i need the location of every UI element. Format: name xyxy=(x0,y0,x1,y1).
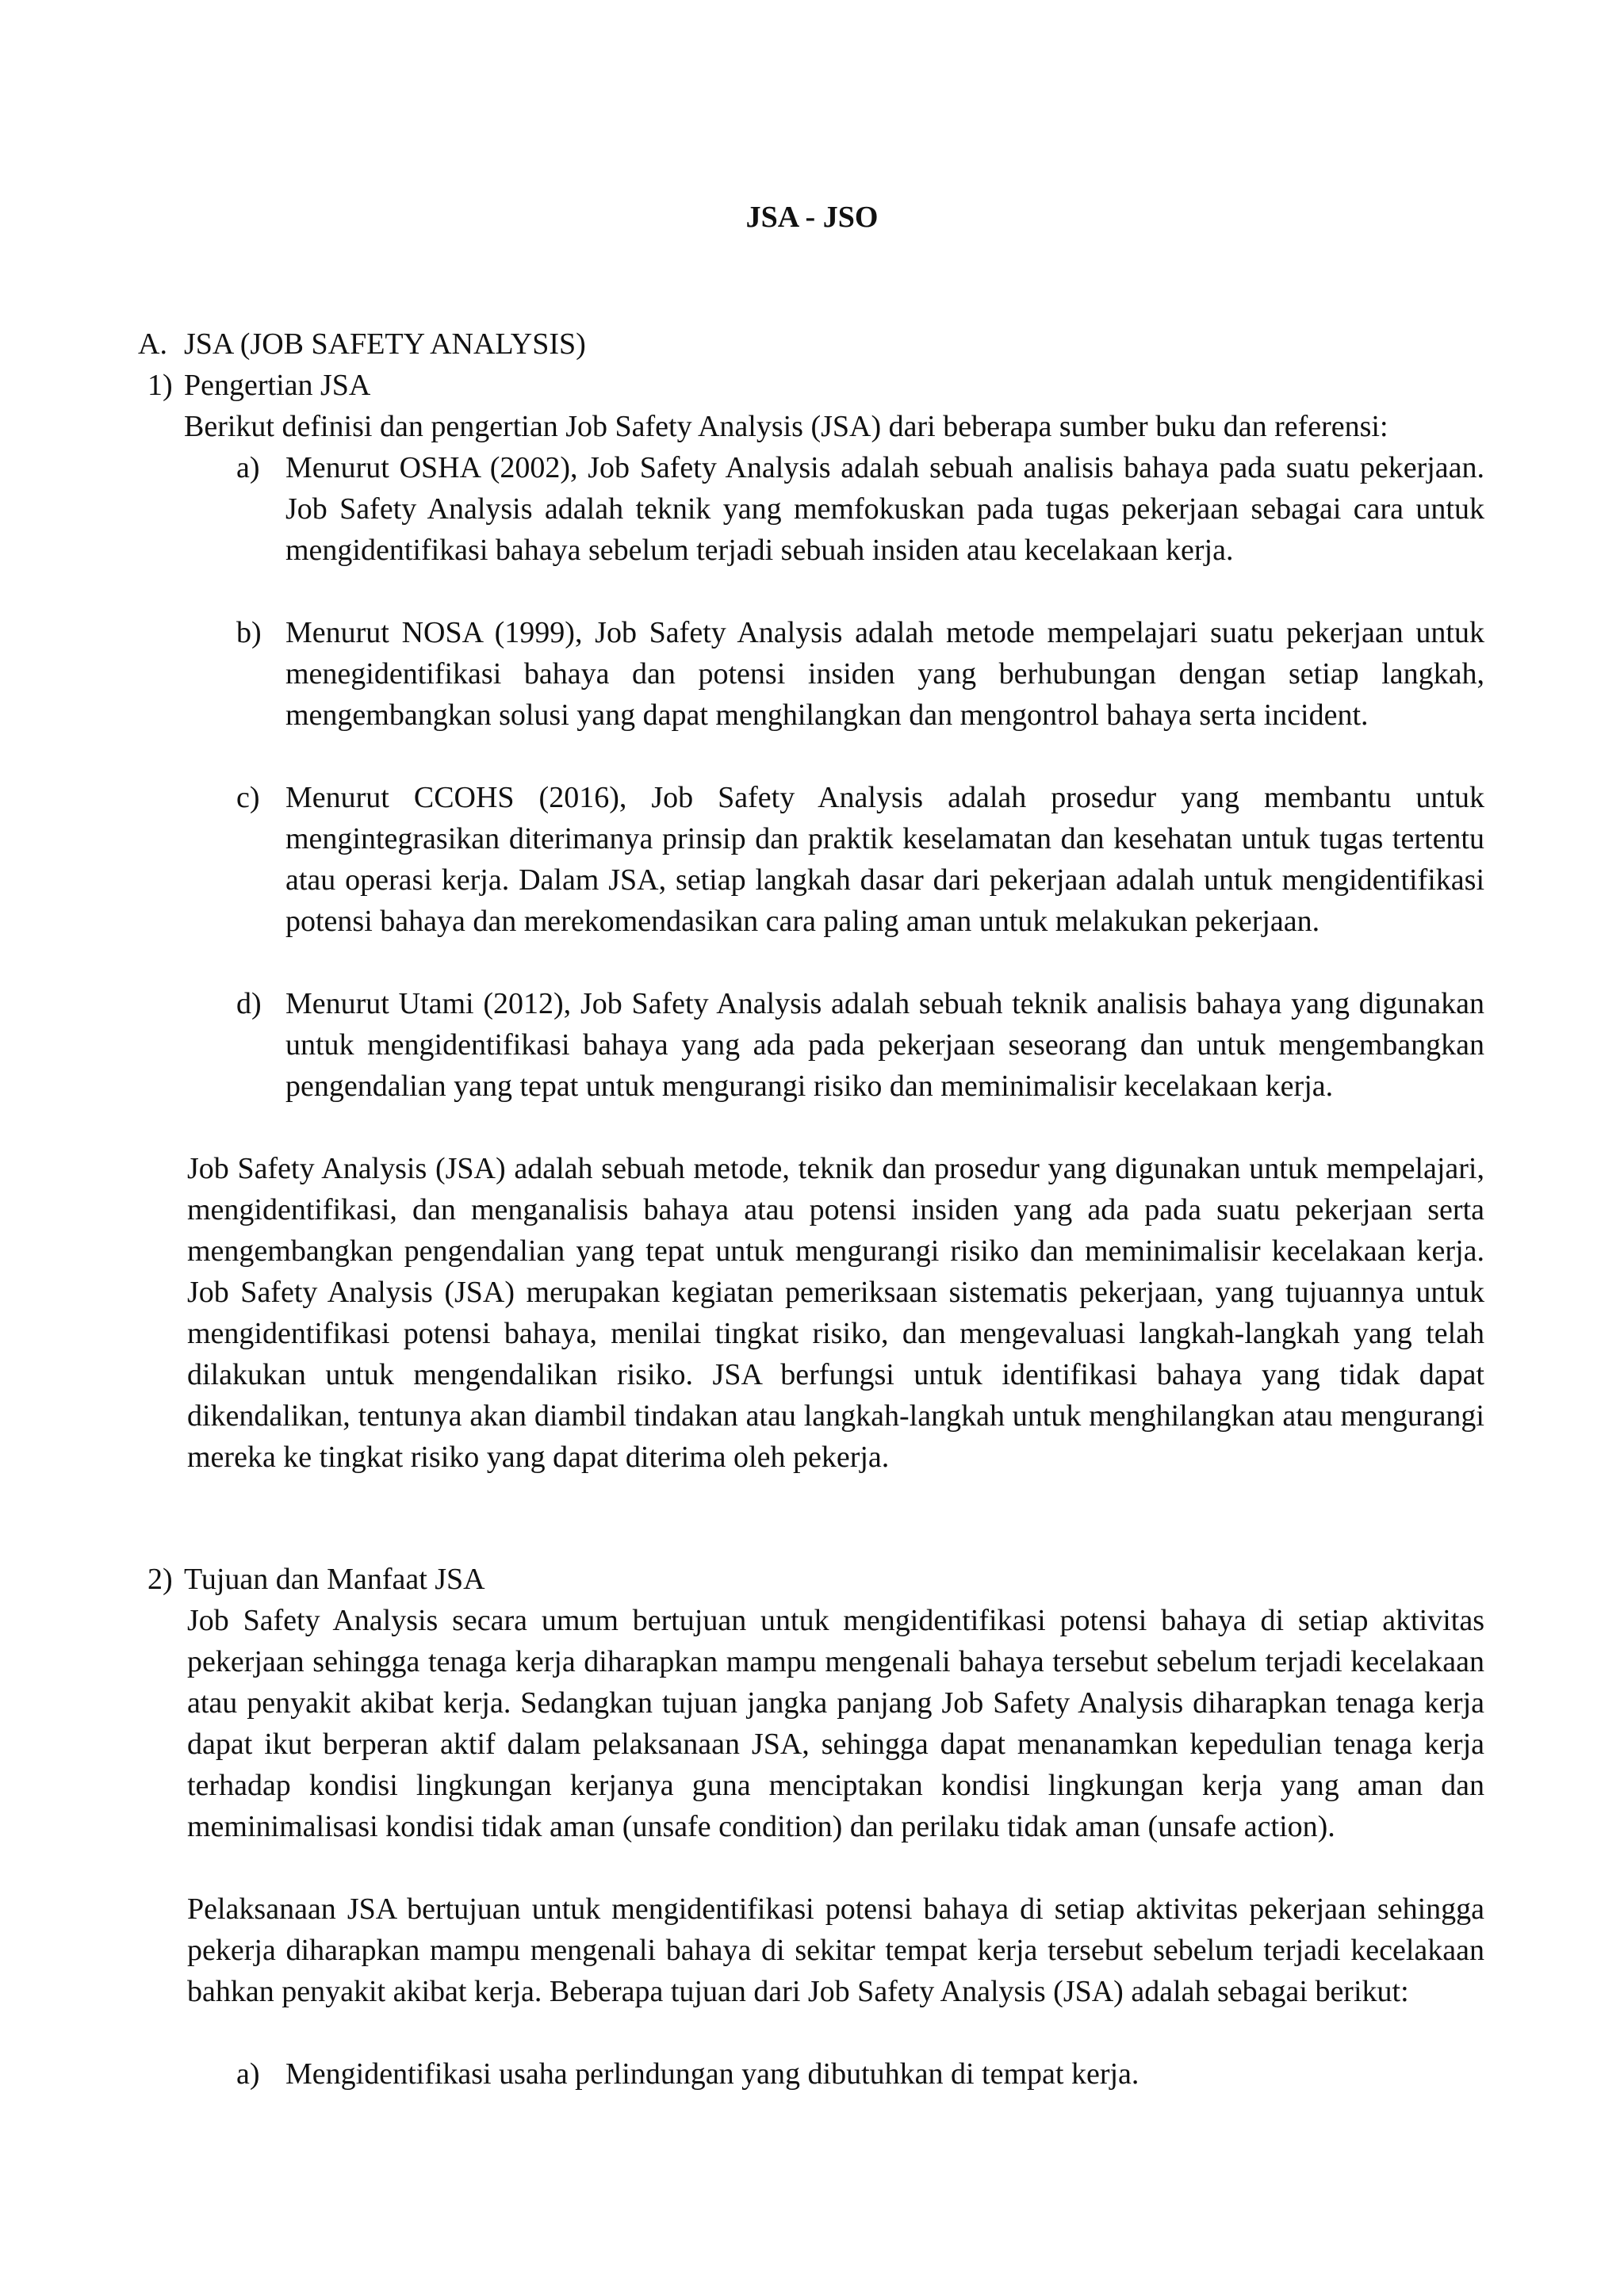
subsection-1-summary: Job Safety Analysis (JSA) adalah sebuah metode, teknik dan prosedur yang digunakan untuk mempelajari, mengidentifikasi, dan menganalisis bahaya atau potensi insiden yang ada pada suatu pekerjaan serta mengembangkan pengendalian yang tepat untuk mengurangi risiko dan meminimalisir kecelakaan kerja. Job Safety Analysis (JSA) merupakan kegiatan pemeriksaan sistematis pekerjaan, yang tujuannya untuk mengidentifikasi potensi bahaya, menilai tingkat risiko, dan mengevaluasi langkah-langkah yang telah dilakukan untuk mengendalikan risiko. JSA berfungsi untuk identifikasi bahaya yang tidak dapat dikendalikan, tentunya akan diambil tindakan atau langkah-langkah untuk menghilangkan atau mengurangi mereka ke tingkat risiko yang dapat diterima oleh pekerja. xyxy=(187,1152,1484,1474)
subsection-2-paragraph-1: Job Safety Analysis secara umum bertujuan untuk mengidentifikasi potensi bahaya di setiap aktivitas pekerjaan sehingga tenaga kerja diharapkan mampu mengenali bahaya tersebut sebelum terjadi kecelakaan atau penyakit akibat kerja. Sedangkan tujuan jangka panjang Job Safety Analysis diharapkan tenaga kerja dapat ikut berperan aktif dalam pelaksanaan JSA, sehingga dapat menanamkan kepedulian tenaga kerja terhadap kondisi lingkungan kerjanya guna menciptakan kondisi lingkungan kerja yang aman dan meminimalisasi kondisi tidak aman (unsafe condition) dan perilaku tidak aman (unsafe action). xyxy=(187,1604,1484,1843)
definition-item-c xyxy=(236,777,1484,942)
subsection-2-marker: 2) xyxy=(147,1563,173,1596)
purpose-item-a xyxy=(236,2053,1484,2095)
subsection-1-intro: Berikut definisi dan pengertian Job Safety Analysis (JSA) dari beberapa sumber buku dan referensi: xyxy=(184,410,1388,443)
item-b-text: Menurut NOSA (1999), Job Safety Analysis adalah metode mempelajari suatu pekerjaan untuk menegidentifikasi bahaya dan potensi insiden yang berhubungan dengan setiap langkah, mengembangkan solusi yang dapat menghilangkan dan mengontrol bahaya serta incident. xyxy=(285,616,1484,732)
item-b-marker: b) xyxy=(236,616,262,649)
section-a-title: JSA (JOB SAFETY ANALYSIS) xyxy=(184,327,586,361)
definition-item-d xyxy=(236,983,1484,1107)
item-a-text: Menurut OSHA (2002), Job Safety Analysis adalah sebuah analisis bahaya pada suatu pekerjaan. Job Safety Analysis adalah teknik yang memfokuskan pada tugas pekerjaan sebagai cara untuk mengidentifikasi bahaya sebelum terjadi sebuah insiden atau kecelakaan kerja. xyxy=(285,451,1484,567)
subsection-2-paragraph-2: Pelaksanaan JSA bertujuan untuk mengidentifikasi potensi bahaya di setiap aktivitas pekerjaan sehingga pekerja diharapkan mampu mengenali bahaya di sekitar tempat kerja tersebut sebelum terjadi kecelakaan bahkan penyakit akibat kerja. Beberapa tujuan dari Job Safety Analysis (JSA) adalah sebagai berikut: xyxy=(187,1892,1484,2008)
purpose-item-a-text: Mengidentifikasi usaha perlindungan yang dibutuhkan di tempat kerja. xyxy=(285,2057,1139,2091)
definition-item-b xyxy=(236,612,1484,736)
section-a-marker: A. xyxy=(138,327,167,361)
definition-item-a xyxy=(236,447,1484,571)
subsection-1-title: Pengertian JSA xyxy=(184,369,371,402)
item-d-text: Menurut Utami (2012), Job Safety Analysis adalah sebuah teknik analisis bahaya yang digunakan untuk mengidentifikasi bahaya yang ada pada pekerjaan seseorang dan untuk mengembangkan pengendalian yang tepat untuk mengurangi risiko dan meminimalisir kecelakaan kerja. xyxy=(285,987,1484,1103)
subsection-2-title: Tujuan dan Manfaat JSA xyxy=(184,1563,485,1596)
purpose-item-a-marker: a) xyxy=(236,2057,260,2091)
item-c-marker: c) xyxy=(236,781,260,814)
subsection-1-marker: 1) xyxy=(147,369,173,402)
item-c-text: Menurut CCOHS (2016), Job Safety Analysis adalah prosedur yang membantu untuk mengintegrasikan diterimanya prinsip dan praktik keselamatan dan kesehatan untuk tugas tertentu atau operasi kerja. Dalam JSA, setiap langkah dasar dari pekerjaan adalah untuk mengidentifikasi potensi bahaya dan merekomendasikan cara paling aman untuk melakukan pekerjaan. xyxy=(285,781,1484,938)
item-d-marker: d) xyxy=(236,987,262,1020)
item-a-marker: a) xyxy=(236,451,260,484)
document-title: JSA - JSO xyxy=(745,201,879,234)
